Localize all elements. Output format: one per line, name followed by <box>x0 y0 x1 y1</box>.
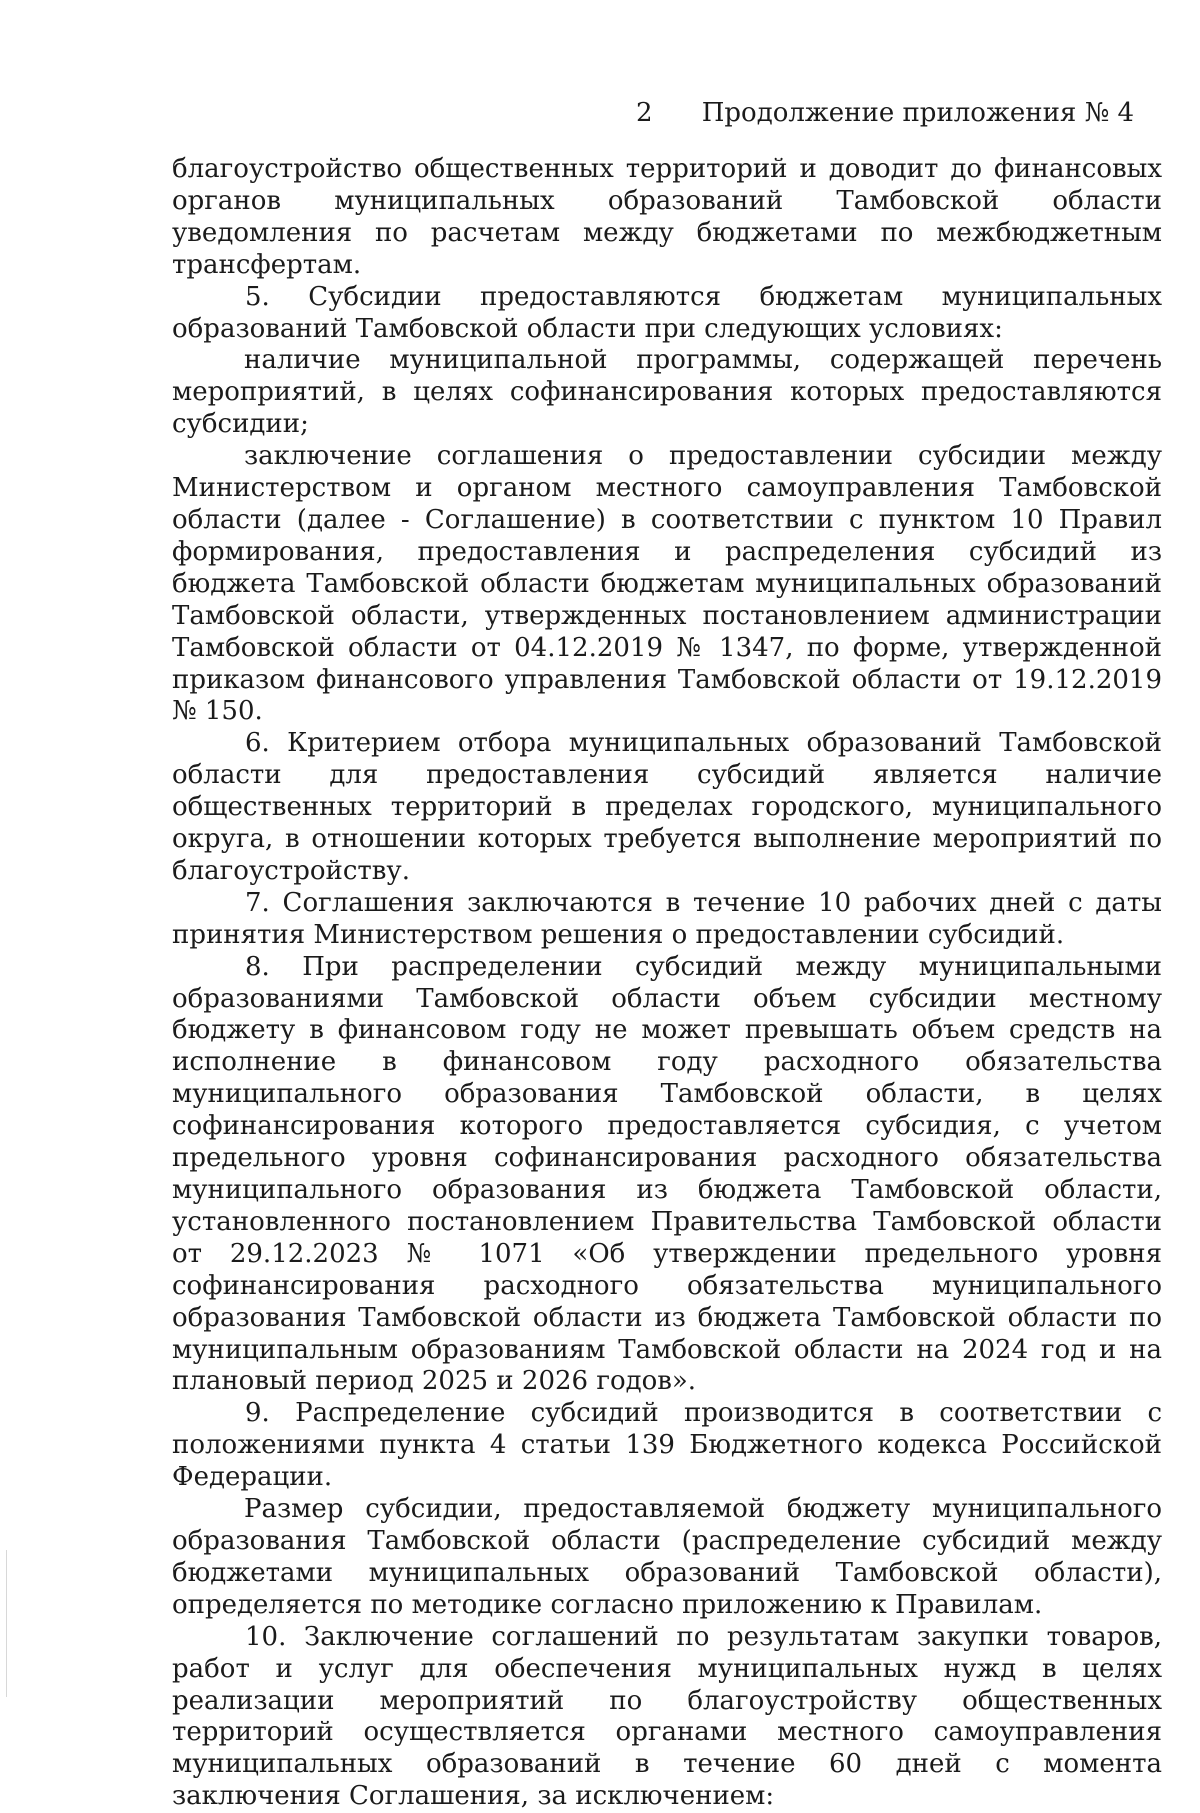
continuation-header: Продолжение приложения № 4 <box>701 98 1134 128</box>
paragraph-item-6: 6. Критерием отбора муниципальных образований Тамбовской области для предоставления субсидий является наличие общественных территорий в пределах городского, муниципального округа, в отношении которых требуется выполнение мероприятий по благоустройству. <box>172 728 1162 886</box>
scan-edge-mark <box>6 1550 7 1697</box>
paragraph-continuation: благоустройство общественных территорий и доводит до финансовых органов муниципальных образований Тамбовской области уведомления по расчетам между бюджетами по межбюджетным трансфертам. <box>172 154 1162 280</box>
document-body <box>172 154 1162 1813</box>
paragraph-item-9: 9. Распределение субсидий производится в соответствии с положениями пункта 4 статьи 139 Бюджетного кодекса Российской Федерации. <box>172 1398 1162 1493</box>
paragraph-subsidy-size: Размер субсидии, предоставляемой бюджету муниципального образования Тамбовской области (распределение субсидий между бюджетами муниципальных образований Тамбовской области), определяется по методике согласно приложению к Правилам. <box>172 1494 1162 1620</box>
page-number: 2 <box>636 98 653 128</box>
paragraph-item-8: 8. При распределении субсидий между муниципальными образованиями Тамбовской области объем субсидии местному бюджету в финансовом году не может превышать объем средств на исполнение в финансовом году расходного обязательства муниципального образования Тамбовской области, в целях софинансирования которого предоставляется субсидия, с учетом предельного уровня софинансирования расходного обязательства муниципального образования из бюджета Тамбовской области, установленного постановлением Правительства Тамбовской области от 29.12.2023 № 1071 «Об утверждении предельного уровня софинансирования расходного обязательства муниципального образования Тамбовской области из бюджета Тамбовской области по муниципальным образованиям Тамбовской области на 2024 год и на плановый период 2025 и 2026 годов». <box>172 951 1162 1397</box>
paragraph-item-5: 5. Субсидии предоставляются бюджетам муниципальных образований Тамбовской области при следующих условиях: <box>172 281 1162 344</box>
paragraph-item-10: 10. Заключение соглашений по результатам закупки товаров, работ и услуг для обеспечения муниципальных нужд в целях реализации мероприятий по благоустройству общественных территорий осуществляется органами местного самоуправления муниципальных образований в течение 60 дней с момента заключения Соглашения, за исключением: <box>172 1621 1162 1812</box>
paragraph-condition-agreement: заключение соглашения о предоставлении субсидии между Министерством и органом местного самоуправления Тамбовской области (далее - Соглашение) в соответствии с пунктом 10 Правил формирования, предоставления и распределения субсидий из бюджета Тамбовской области бюджетам муниципальных образований Тамбовской области, утвержденных постановлением администрации Тамбовской области от 04.12.2019 № 1347, по форме, утвержденной приказом финансового управления Тамбовской области от 19.12.2019 № 150. <box>172 441 1162 727</box>
paragraph-condition-program: наличие муниципальной программы, содержащей перечень мероприятий, в целях софинансирования которых предоставляются субсидии; <box>172 345 1162 440</box>
paragraph-item-7: 7. Соглашения заключаются в течение 10 рабочих дней с даты принятия Министерством решения о предоставлении субсидий. <box>172 887 1162 950</box>
